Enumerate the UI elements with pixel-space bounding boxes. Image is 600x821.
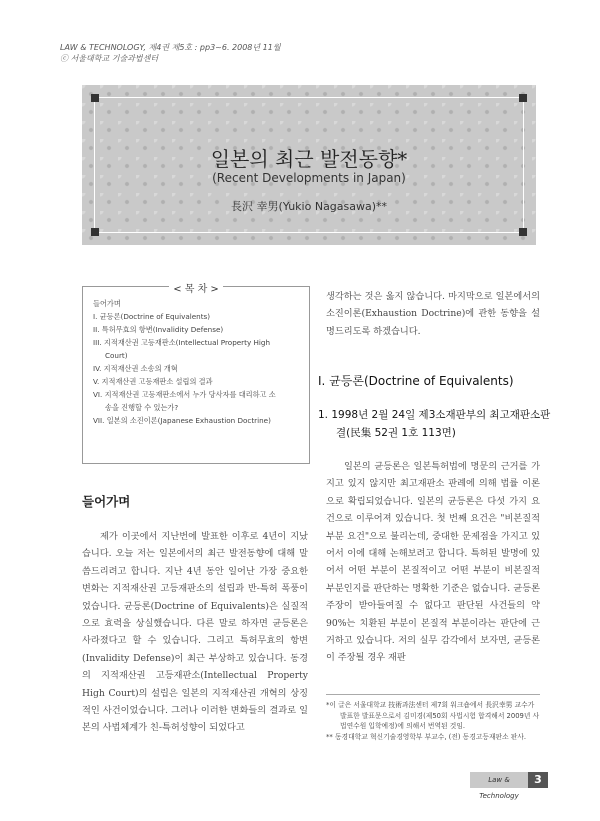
corner-mark: [91, 228, 99, 236]
toc-item: V. 지적재산권 고등재판소 설립의 결과: [93, 377, 213, 386]
right-continued-text: [326, 288, 540, 340]
intro-body: [82, 528, 308, 737]
toc-item: Court): [105, 351, 128, 360]
journal-citation: LAW & TECHNOLOGY, 제4권 제5호 : pp3~6. 2008년 11월: [60, 43, 281, 52]
title-banner: [82, 85, 536, 245]
subsection-heading-1: 1. 1998년 2월 24일 제3소재판부의 최고재판소판결(民集 52권 1호 113면): [318, 409, 551, 439]
footnote-1: *이 글은 서울대학교 技術과法센터 제7회 워크숍에서 長沢幸男 교수가 발표한 발표문으로서 김미경(제50회 사법시험 합격해서 2009년 사법연수원 입학예정)에 의해서 번역된 것임.: [326, 701, 540, 730]
toc-list: [83, 287, 309, 427]
publisher-line: ⓒ 서울대학교 기술과법센터: [60, 54, 159, 63]
title-frame: [94, 97, 524, 233]
section-body: [326, 458, 540, 667]
journal-header: [60, 42, 281, 64]
toc-item: VI. 지적재산권 고등재판소에서 누가 당사자를 대리하고 소: [93, 390, 276, 399]
page-number: 3: [534, 773, 542, 786]
page-footer: [470, 772, 548, 800]
toc-item: 송을 진행할 수 있는가?: [105, 403, 179, 412]
toc-item: VII. 일본의 소진이론(Japanese Exhaustion Doctrine): [93, 416, 271, 425]
toc-heading: < 목 차 >: [169, 284, 223, 295]
article-title: 일본의 최근 발전동향*: [210, 147, 408, 171]
article-author: 長沢 幸男(Yukio Nagasawa)**: [230, 200, 388, 213]
corner-mark: [91, 94, 99, 102]
intro-heading: 들어가며: [82, 494, 131, 509]
footer-journal-label: Law & Technology: [470, 772, 528, 788]
table-of-contents: [82, 286, 310, 464]
toc-item: IV. 지적재산권 소송의 개혁: [93, 364, 178, 373]
section-heading-1: I. 균등론(Doctrine of Equivalents): [318, 374, 514, 388]
toc-item: I. 균등론(Doctrine of Equivalents): [93, 312, 211, 321]
corner-mark: [519, 94, 527, 102]
corner-mark: [519, 228, 527, 236]
footnotes: [326, 700, 540, 742]
footnote-2: ** 동경대학교 혁신기술경영학부 부교수, (전) 동경고등재판소 판사.: [326, 732, 527, 741]
intro-paragraph: 제가 이곳에서 지난번에 발표한 이후로 4년이 지났습니다. 오늘 저는 일본에서의 최근 발전동향에 대해 말씀드리려고 합니다. 지난 4년 동안 일어난 가장 중요한 변화는 지적재산권 고등재판소의 설립과 반-특허 폭풍이었습니다. 균등론(Doctrine of Equivalents)은 실질적으로 효력을 상실했습니다. 다른 말로 하자면 균등론은 사라졌다고 할 수 있습니다. 그리고 특허무효의 항변(Invalidity Defense)이 최근 부상하고 있습니다. 동경의 지적재산권 고등재판소(Intellectual Property High Court)의 설립은 일본의 지적재산권 개혁의 상징적인 사건이었습니다. 그러나 이러한 변화들의 결과로 일본의 사법체계가 친-특허성향이 되었다고: [82, 531, 308, 734]
toc-item: III. 지적재산권 고등재판소(Intellectual Property High: [93, 338, 271, 347]
footnote-divider: [326, 694, 540, 695]
continued-paragraph: 생각하는 것은 옳지 않습니다. 마지막으로 일본에서의 소진이론(Exhaustion Doctrine)에 관한 동향을 설명드리도록 하겠습니다.: [326, 291, 540, 337]
toc-item: II. 특허무효의 항변(Invalidity Defense): [93, 325, 224, 334]
article-title-english: (Recent Developments in Japan): [212, 171, 406, 185]
section-paragraph: 일본의 균등론은 일본특허법에 명문의 근거를 가지고 있지 않지만 최고재판소 판례에 의해 법률 이론으로 확립되었습니다. 일본의 균등론은 다섯 가지 요건으로 이루어져 있습니다. 첫 번째 요건은 "비본질적 부분 요건"으로 불리는데, 중대한 문제점을 가지고 있어서 이에 대해 논해보려고 합니다. 특허된 발명에 있어서 어떤 부분이 본질적이고 어떤 부분이 비본질적 부분인지를 판단하는 명확한 기준은 없습니다. 균등론 주장이 받아들여질 수 없다고 판단된 사건들의 약 90%는 치환된 부분이 본질적 부분이라는 판단에 근거하고 있습니다. 저의 실무 감각에서 보자면, 균등론이 주장될 경우 재판: [326, 461, 540, 664]
toc-item: 들어가며: [93, 299, 121, 308]
